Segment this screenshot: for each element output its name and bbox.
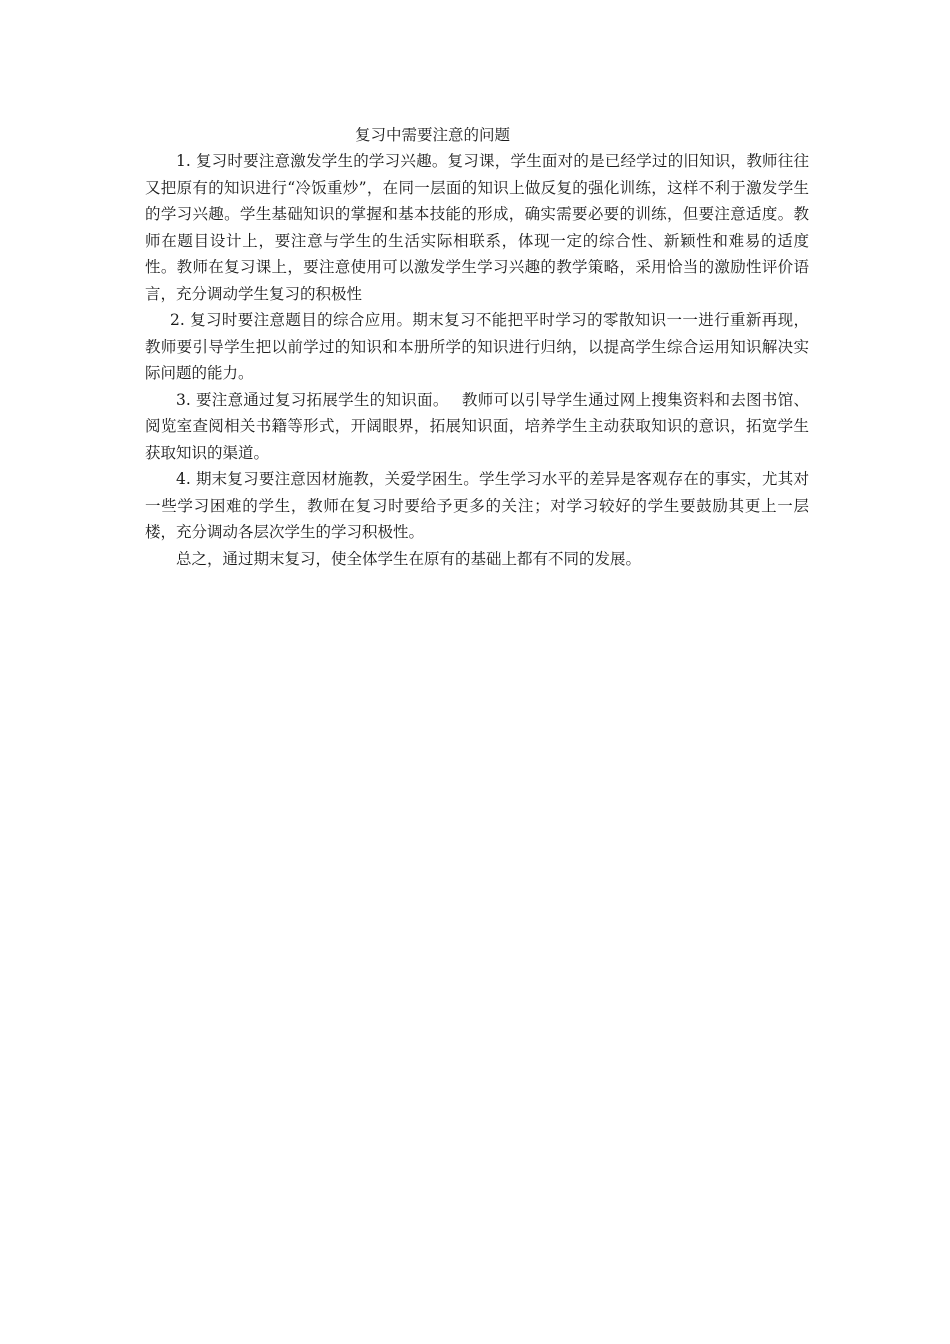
paragraph-2: 2. 复习时要注意题目的综合应用。期末复习不能把平时学习的零散知识一一进行重新再现，教师要引导学生把以前学过的知识和本册所学的知识进行归纳，以提高学生综合运用知识解决实际问题的能力。 <box>145 311 809 382</box>
document-body <box>145 122 809 572</box>
document-title: 复习中需要注意的问题 <box>355 126 511 144</box>
paragraph-3: 3. 要注意通过复习拓展学生的知识面。 教师可以引导学生通过网上搜集资料和去图书馆、阅览室查阅相关书籍等形式，开阔眼界，拓展知识面，培养学生主动获取知识的意识，拓宽学生获取知识的渠道。 <box>145 390 809 462</box>
paragraph-5: 总之，通过期末复习，使全体学生在原有的基础上都有不同的发展。 <box>176 549 642 568</box>
paragraph-4: 4. 期末复习要注意因材施教，关爱学困生。学生学习水平的差异是客观存在的事实，尤其对一些学习困难的学生，教师在复习时要给予更多的关注；对学习较好的学生要鼓励其更上一层楼，充分调动各层次学生的学习积极性。 <box>145 470 809 541</box>
paragraph-1: 1. 复习时要注意激发学生的学习兴趣。复习课，学生面对的是已经学过的旧知识，教师往往又把原有的知识进行“冷饭重炒”，在同一层面的知识上做反复的强化训练，这样不利于激发学生的学习兴趣。学生基础知识的掌握和基本技能的形成，确实需要必要的训练，但要注意适度。教师在题目设计上，要注意与学生的生活实际相联系，体现一定的综合性、新颖性和难易的适度性。教师在复习课上，要注意使用可以激发学生学习兴趣的教学策略，采用恰当的激励性评价语言，充分调动学生复习的积极性 <box>145 152 809 303</box>
